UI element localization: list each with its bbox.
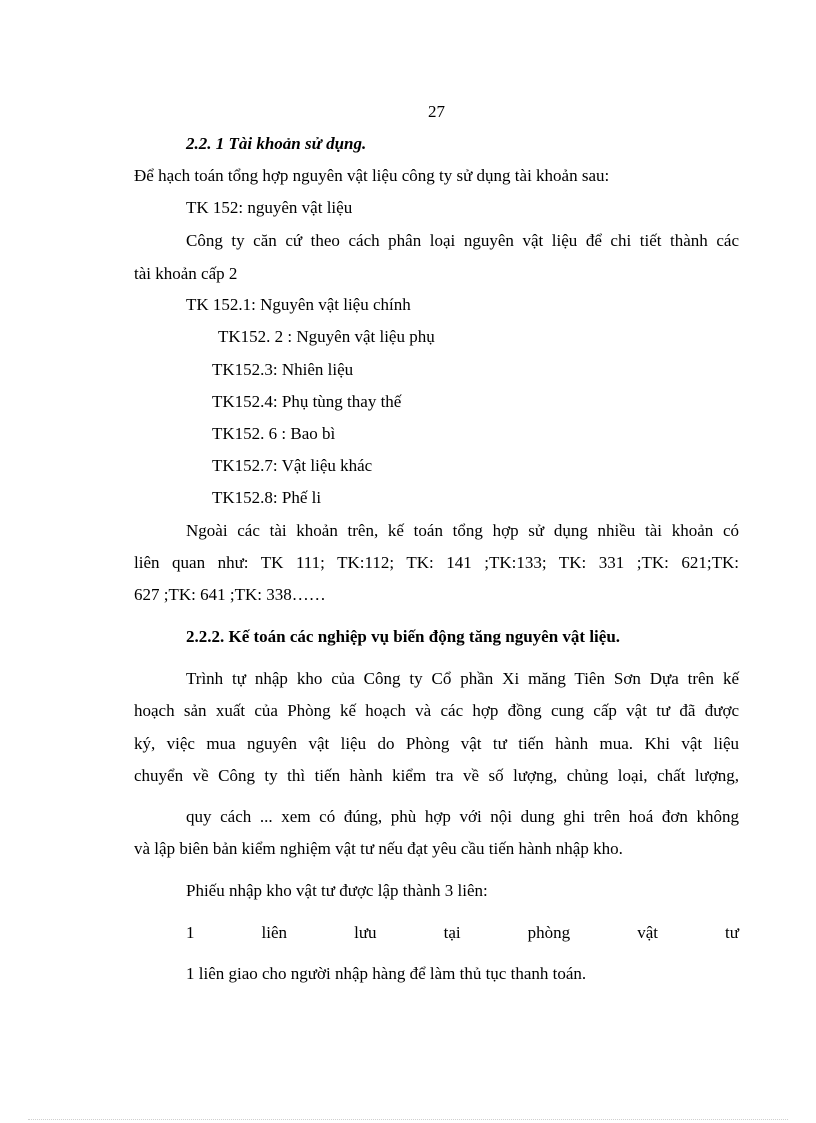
section-heading-accounts-used: 2.2. 1 Tài khoản sử dụng. <box>186 134 367 153</box>
intro-paragraph: Để hạch toán tổng hợp nguyên vật liệu công ty sử dụng tài khoản sau: <box>134 166 610 185</box>
receipt-intro: Phiếu nhập kho vật tư được lập thành 3 liên: <box>186 881 488 900</box>
page-number: 27 <box>428 102 445 121</box>
procedure-line: Trình tự nhập kho của Công ty Cổ phần Xi măng Tiên Sơn Dựa trên kế <box>186 669 739 688</box>
detail-paragraph-line-1: Công ty căn cứ theo cách phân loại nguyên vật liệu để chi tiết thành các <box>186 231 739 250</box>
check-line: và lập biên bản kiểm nghiệm vật tư nếu đạt yêu cầu tiến hành nhập kho. <box>134 839 623 858</box>
other-accounts-line: 627 ;TK: 641 ;TK: 338…… <box>134 585 326 604</box>
detail-paragraph-line-2: tài khoản cấp 2 <box>134 264 238 283</box>
procedure-line: ký, việc mua nguyên vật liệu do Phòng vật tư tiến hành mua. Khi vật liệu <box>134 734 739 753</box>
other-accounts-line: Ngoài các tài khoản trên, kế toán tổng hợp sử dụng nhiều tài khoản có <box>186 521 739 540</box>
procedure-line: hoạch sản xuất của Phòng kế hoạch và các hợp đồng cung cấp vật tư đã được <box>134 701 739 720</box>
check-line: quy cách ... xem có đúng, phù hợp với nội dung ghi trên hoá đơn không <box>186 807 739 826</box>
account-item: TK152.8: Phế li <box>212 488 322 507</box>
account-item: TK152. 2 : Nguyên vật liệu phụ <box>218 327 435 346</box>
copy-line-1: 1 liên lưu tại phòng vật tư <box>186 923 739 942</box>
other-accounts-line: liên quan như: TK 111; TK:112; TK: 141 ;TK:133; TK: 331 ;TK: 621;TK: <box>134 553 739 572</box>
account-item: TK 152.1: Nguyên vật liệu chính <box>186 295 411 314</box>
account-item: TK152.3: Nhiên liệu <box>212 360 354 379</box>
account-item: TK152. 6 : Bao bì <box>212 424 336 443</box>
account-item: TK152.4: Phụ tùng thay thế <box>212 392 402 411</box>
copy-line-2: 1 liên giao cho người nhập hàng để làm thủ tục thanh toán. <box>186 964 587 983</box>
account-item: TK152.7: Vật liệu khác <box>212 456 373 475</box>
section-heading-increase: 2.2.2. Kế toán các nghiệp vụ biến động tăng nguyên vật liệu. <box>186 627 621 646</box>
page-bottom-divider <box>28 1119 788 1120</box>
procedure-line: chuyển về Công ty thì tiến hành kiểm tra về số lượng, chủng loại, chất lượng, <box>134 766 739 785</box>
account-tk152: TK 152: nguyên vật liệu <box>186 198 353 217</box>
